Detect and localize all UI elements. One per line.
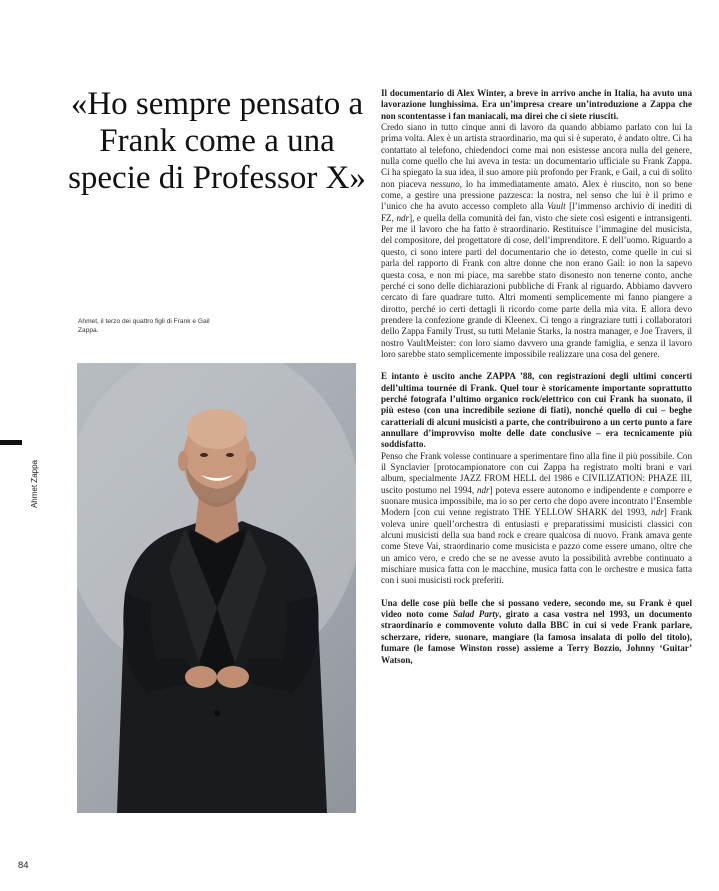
- headline: «Ho sempre pensato a Frank come a una specie di Professor X»: [68, 86, 366, 196]
- photo-caption: Ahmet, il terzo dei quattro figli di Frank e Gail Zappa.: [78, 318, 210, 334]
- portrait-photo: [77, 363, 356, 813]
- question-2: E intanto è uscito anche ZAPPA ’88, con registrazioni degli ultimi concerti dell’ultima tournée di Frank. Quel tour è storicamente importante soprattutto perché fotografa l’ultimo organico rock/elettrico con cui Frank ha suonato, il più esteso (con una incredibile sezione di fiati), nonché quello di cui – beghe caratteriali di alcuni musicisti a parte, che contribuirono a un certo punto a fare annullare d’improvviso molte delle date conclusive – era tecnicamente più soddisfatto.: [381, 371, 692, 450]
- answer-1: Credo siano in tutto cinque anni di lavoro da quando abbiamo parlato con lui la prima volta. Alex è un artista straordinario, ma qui si è superato, è andato oltre. Ci ha contattato al telefono, chiedendoci come mai non esistesse ancora nulla del genere, nulla come quello che lui aveva in testa: un documentario ufficiale su Frank Zappa. Ci ha spiegato la sua idea, il suo amore più profondo per Frank, e Gail, a cui di solito non piaceva nessuno, lo ha immediatamente amato. Alex è riuscito, non so bene come, a gestire una pressione pazzesca: la nostra, nel senso che lui è il primo e l’unico che ha avuto accesso completo alla Vault [l’immenso archivio di inediti di FZ, ndr], e quella della comunità dei fan, visto che siete così esigenti e intransigenti. Per me il lavoro che ha fatto è straordinario. Restituisce l’immagine del musicista, del compositore, del progettatore di cose, dell’imprenditore. E dell’uomo. Riguardo a questo, ci sono intere parti del documentario che io detesto, come quelle in cui si parla del rapporto di Frank con altre donne che non erano Gail: io non la sapevo questa cosa, e non mi piace, ma sarebbe stato disonesto non tenerne conto, anche perché ci sono delle dichiarazioni pubbliche di Frank al riguardo. Abbiamo davvero cercato di fare quadrare tutto. Altri momenti semplicemente mi fanno piangere a dirotto, perché io certi dettagli li ricordo come parte della mia vita. E allora devo prendere la confezione grande di Kleenex. Ci tengo a ringraziare tutti i collaboratori dello Zappa Family Trust, su tutti Melanie Starks, la nostra manager, e Joe Travers, il nostro VaultMeister: con loro siamo davvero una grande famiglia, e senza il lavoro loro sarebbe stato semplicemente impossibile realizzare una cosa del genere.: [381, 122, 692, 359]
- question-1: Il documentario di Alex Winter, a breve in arrivo anche in Italia, ha avuto una lavorazione lunghissima. Era un’impresa creare un’introduzione a Zappa che non scontentasse i fan maniacali, ma direi che ci siete riusciti.: [381, 88, 692, 121]
- page-number: 84: [18, 860, 29, 871]
- side-section-label: Ahmet Zappa: [30, 460, 39, 509]
- side-marker: [0, 440, 22, 445]
- portrait-illustration: [77, 363, 356, 813]
- answer-2: Penso che Frank volesse continuare a sperimentare fino alla fine il più possibile. Con il Synclavier [protocampionatore con cui Zappa ha registrato molti brani e vari album, specialmente JAZZ FROM HELL del 1986 e CIVILIZATION: PHAZE III, uscito postumo nel 1994, ndr] poteva essere autonomo e indipendente e comporre e suonare musica impossibile, ma io so per certo che dopo avere incontrato l’Ensemble Modern [con cui venne registrato THE YELLOW SHARK del 1993, ndr] Frank voleva unire quell’orchestra di entusiasti e preparatissimi musicisti classici con alcuni musicisti della sua band rock e creare qualcosa di nuovo. Frank amava gente come Steve Vai, straordinario come musicista e pazzo come essere umano, oltre che un amico vero, e credo che se ne avesse avuto la possibilità avrebbe continuato a mischiare musica fatta con le macchine, musica fatta con le orchestre e musica fatta con i suoi musicisti rock preferiti.: [381, 450, 692, 586]
- article-column: [381, 88, 692, 666]
- question-3: Una delle cose più belle che si possano vedere, secondo me, su Frank è quel video noto come Salad Party, girato a casa vostra nel 1993, un documento straordinario e commovente voluto dalla BBC in cui si vede Frank parlare, scherzare, ridere, suonare, mangiare (la famosa insalata di pollo del titolo), fumare (le famose Winston rosse) assieme a Terry Bozzio, Johnny ‘Guitar’ Watson,: [381, 597, 692, 665]
